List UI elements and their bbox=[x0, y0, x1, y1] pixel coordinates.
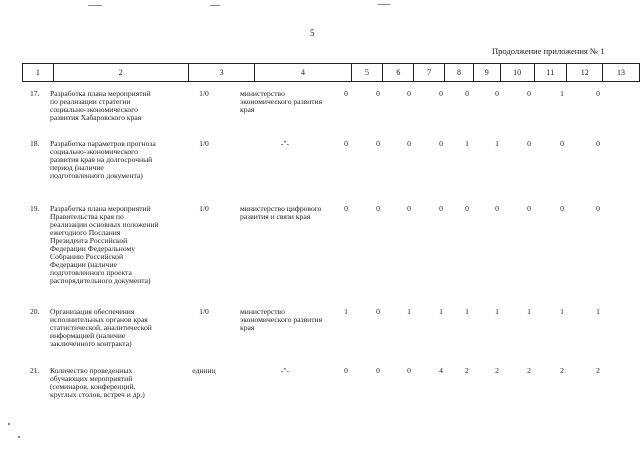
scan-speck bbox=[8, 423, 10, 425]
row-value: 2 bbox=[495, 366, 499, 375]
scan-speck bbox=[88, 5, 102, 6]
scan-speck bbox=[18, 436, 20, 438]
row-value: 0 bbox=[465, 204, 469, 213]
row-value: 0 bbox=[439, 139, 443, 148]
row-value: 0 bbox=[407, 89, 411, 98]
row-value: 1 bbox=[465, 307, 469, 316]
column-header: 12 bbox=[567, 64, 603, 82]
row-value: 1 bbox=[560, 307, 564, 316]
row-value: 0 bbox=[376, 89, 380, 98]
row-number: 19. bbox=[30, 204, 40, 213]
column-header: 5 bbox=[351, 64, 383, 82]
row-indicator: Организация обеспечения исполнительных органов края статистической, аналитической информацией (наличие заключенного контракта) bbox=[50, 307, 152, 348]
row-value: 2 bbox=[560, 366, 564, 375]
column-header: 11 bbox=[534, 64, 567, 82]
column-header: 1 bbox=[23, 64, 54, 82]
row-value: 0 bbox=[376, 307, 380, 316]
row-value: 0 bbox=[376, 139, 380, 148]
row-value: 0 bbox=[560, 139, 564, 148]
column-header: 3 bbox=[188, 64, 255, 82]
row-value: 1 bbox=[344, 307, 348, 316]
row-value: 0 bbox=[527, 89, 531, 98]
row-value: 0 bbox=[495, 204, 499, 213]
column-header: 6 bbox=[383, 64, 414, 82]
row-value: 2 bbox=[596, 366, 600, 375]
row-value: 1 bbox=[439, 307, 443, 316]
column-header: 4 bbox=[255, 64, 351, 82]
row-value: 0 bbox=[376, 204, 380, 213]
row-indicator: Разработка плана мероприятий Правительства края по реализации основных положений ежегодного Послания Президента Российской Федерации Федеральному Собранию Российской Федерации (наличие подготовленного проекта распорядительного документа) bbox=[50, 204, 159, 285]
row-indicator: Разработка параметров прогноза социально-экономического развития края на долгосрочный период (наличие подготовленного документа) bbox=[50, 139, 156, 180]
column-header: 9 bbox=[473, 64, 500, 82]
scan-speck bbox=[378, 4, 390, 5]
row-value: 0 bbox=[465, 89, 469, 98]
column-header: 7 bbox=[414, 64, 445, 82]
page-number: 5 bbox=[310, 28, 315, 38]
scan-speck bbox=[210, 5, 220, 6]
row-indicator: Количество проведенных обучающих мероприятий (семинаров, конференций, круглых столов, встреч и др.) bbox=[50, 366, 145, 399]
row-value: 0 bbox=[560, 204, 564, 213]
row-unit: 1/0 bbox=[199, 89, 209, 98]
row-value: 1 bbox=[527, 307, 531, 316]
row-unit: 1/0 bbox=[199, 139, 209, 148]
row-number: 17. bbox=[30, 89, 40, 98]
row-unit: 1/0 bbox=[199, 307, 209, 316]
row-unit: 1/0 bbox=[199, 204, 209, 213]
row-number: 18. bbox=[30, 139, 40, 148]
row-value: 1 bbox=[465, 139, 469, 148]
row-value: 0 bbox=[596, 139, 600, 148]
row-value: 0 bbox=[439, 204, 443, 213]
row-value: 0 bbox=[344, 366, 348, 375]
row-value: 0 bbox=[344, 204, 348, 213]
row-value: 0 bbox=[376, 366, 380, 375]
row-value: 0 bbox=[439, 89, 443, 98]
row-responsible: министерство экономического развития края bbox=[240, 89, 323, 114]
row-number: 21. bbox=[30, 366, 40, 375]
row-value: 1 bbox=[560, 89, 564, 98]
row-value: 1 bbox=[495, 307, 499, 316]
row-responsible: министерство экономического развития края bbox=[240, 307, 323, 332]
column-header: 8 bbox=[445, 64, 474, 82]
column-header: 13 bbox=[603, 64, 640, 82]
row-value: 0 bbox=[527, 204, 531, 213]
row-unit: единиц bbox=[192, 366, 216, 375]
row-value: 1 bbox=[596, 307, 600, 316]
row-value: 0 bbox=[596, 89, 600, 98]
row-value: 0 bbox=[344, 89, 348, 98]
continuation-label: Продолжение приложения № 1 bbox=[492, 46, 605, 56]
row-value: 0 bbox=[596, 204, 600, 213]
row-value: 0 bbox=[407, 204, 411, 213]
row-indicator: Разработка плана мероприятий по реализации стратегии социально-экономического развития Хабаровского края bbox=[50, 89, 151, 122]
row-value: 0 bbox=[527, 139, 531, 148]
row-value: 0 bbox=[407, 366, 411, 375]
row-responsible: министерство цифрового развития и связи края bbox=[240, 204, 322, 221]
row-value: 2 bbox=[527, 366, 531, 375]
row-number: 20. bbox=[30, 307, 40, 316]
row-value: 0 bbox=[495, 89, 499, 98]
row-value: 2 bbox=[465, 366, 469, 375]
column-header-row bbox=[22, 63, 640, 82]
row-responsible: -"- bbox=[280, 139, 290, 148]
row-value: 4 bbox=[439, 366, 443, 375]
row-value: 1 bbox=[407, 307, 411, 316]
column-header: 10 bbox=[500, 64, 534, 82]
row-value: 1 bbox=[495, 139, 499, 148]
column-header: 2 bbox=[53, 64, 188, 82]
row-value: 0 bbox=[407, 139, 411, 148]
row-value: 0 bbox=[344, 139, 348, 148]
row-responsible: -"- bbox=[280, 366, 290, 375]
